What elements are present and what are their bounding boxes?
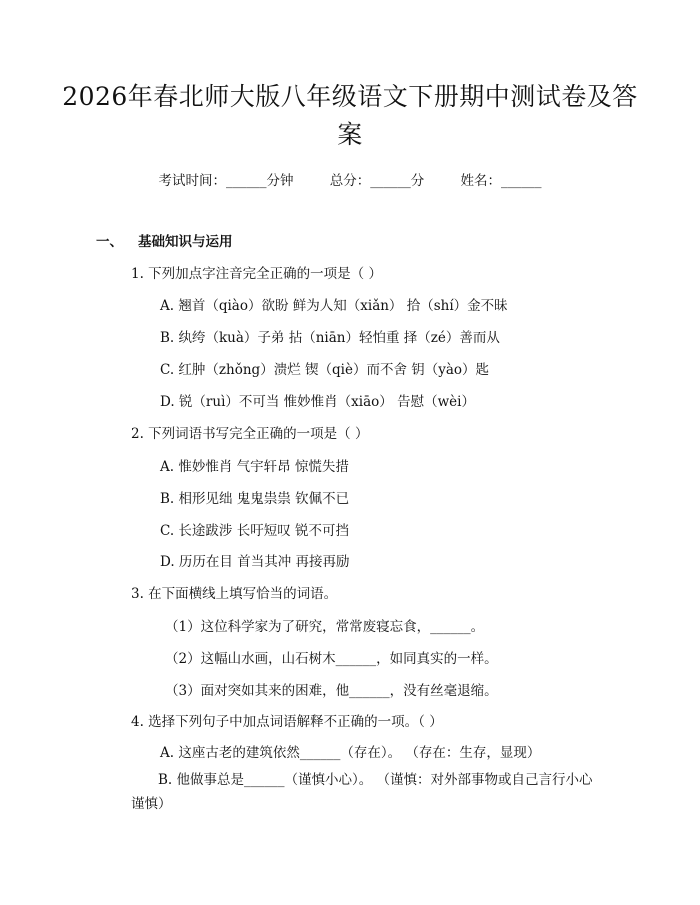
- question-3-item-2: （2）这幅山水画，山石树木______，如同真实的一样。: [165, 651, 498, 667]
- question-4-option-b: B. 他做事总是______（谨慎小心）。 （谨慎：对外部事物或自己言行小心谨慎）: [131, 772, 593, 812]
- question-4: 4. 选择下列句子中加点词语解释不正确的一项。（ ）: [131, 714, 443, 730]
- question-2-option-b: B. 相形见绌 鬼鬼祟祟 钦佩不已: [160, 491, 350, 507]
- question-3-item-1: （1）这位科学家为了研究，常常废寝忘食，______。: [165, 619, 485, 635]
- page-title: 2026年春北师大版八年级语文下册期中测试卷及答案: [62, 82, 638, 149]
- question-1-option-c: C. 红肿（zhǒng）溃烂 锲（qiè）而不舍 钥（yào）匙: [160, 362, 490, 378]
- question-1-option-b: B. 纨绔（kuà）子弟 拈（niān）轻怕重 择（zé）善而从: [160, 330, 500, 346]
- question-3-item-3: （3）面对突如其来的困难，他______，没有丝毫退缩。: [165, 683, 498, 699]
- question-1-option-a: A. 翘首（qiào）欲盼 鲜为人知（xiǎn） 拾（shí）金不昧: [160, 298, 508, 314]
- section-number: 一、: [96, 234, 123, 250]
- exam-time: 考试时间：______分钟: [158, 173, 294, 189]
- question-2-option-c: C. 长途跋涉 长吁短叹 锐不可挡: [160, 523, 350, 539]
- exam-meta: [0, 169, 700, 189]
- section-heading: [96, 230, 233, 250]
- question-1-option-d: D. 锐（ruì）不可当 惟妙惟肖（xiāo） 告慰（wèi）: [160, 394, 475, 410]
- question-2-option-d: D. 历历在目 首当其冲 再接再励: [160, 554, 350, 570]
- section-title: 基础知识与运用: [138, 234, 233, 250]
- question-4-option-a: A. 这座古老的建筑依然______（存在）。 （存在：生存，显现）: [160, 745, 541, 761]
- question-2-option-a: A. 惟妙惟肖 气宇轩昂 惊慌失措: [160, 459, 349, 475]
- exam-name: 姓名：______: [460, 173, 542, 189]
- exam-score: 总分：______分: [329, 173, 425, 189]
- question-3: 3. 在下面横线上填写恰当的词语。: [131, 586, 338, 602]
- question-2: 2. 下列词语书写完全正确的一项是（ ）: [131, 426, 369, 442]
- question-1: 1. 下列加点字注音完全正确的一项是（ ）: [131, 266, 382, 282]
